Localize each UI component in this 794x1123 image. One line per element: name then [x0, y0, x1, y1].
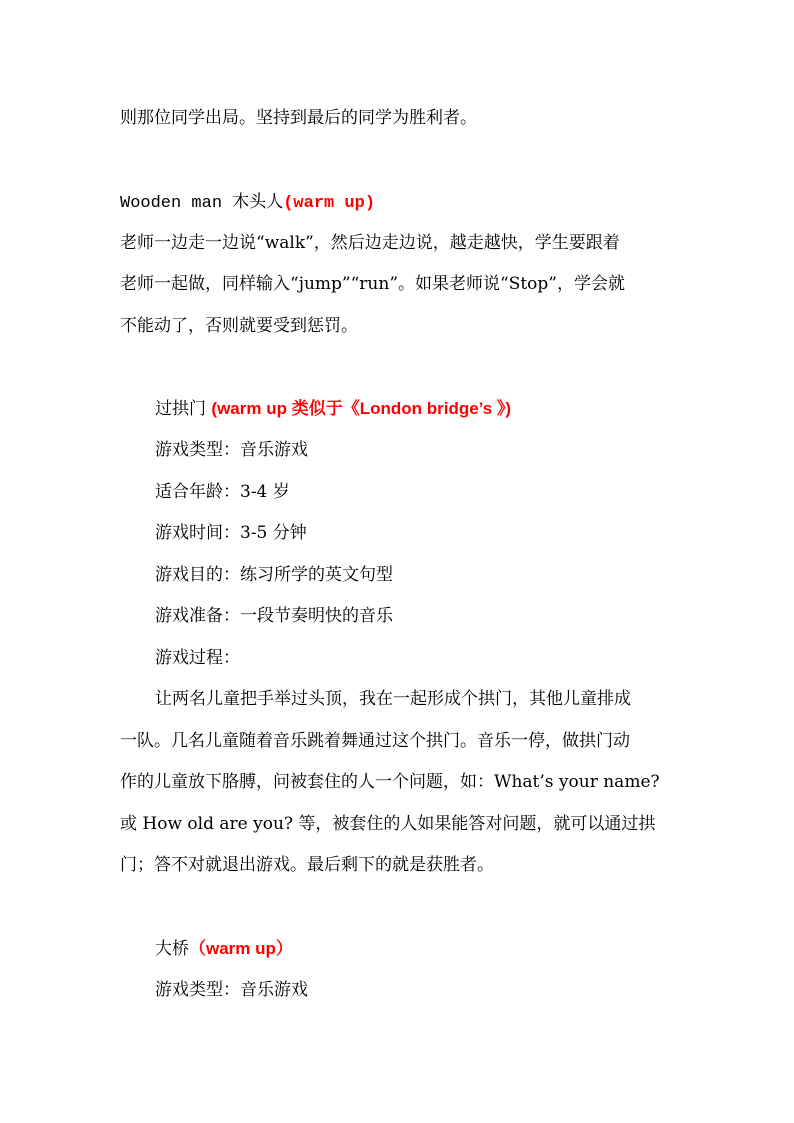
section-title-tag: （warm up）	[189, 939, 293, 958]
paragraph-line: 或 How old are you? 等，被套住的人如果能答对问题，就可以通过拱	[120, 814, 656, 834]
paragraph-line: 作的儿童放下胳膊，问被套住的人一个问题，如：What’s your name?	[120, 772, 660, 792]
section-title-bridge	[155, 937, 293, 961]
info-line-type: 游戏类型：音乐游戏	[155, 980, 308, 1000]
paragraph-line: 一队。几名儿童随着音乐跳着舞通过这个拱门。音乐一停，做拱门动	[120, 731, 630, 751]
section-title-text: 大桥	[155, 939, 189, 959]
info-line-age: 适合年龄：3-4 岁	[155, 482, 290, 502]
paragraph-line: 不能动了，否则就要受到惩罚。	[120, 316, 358, 336]
section-title-text: 过拱门	[155, 399, 206, 419]
paragraph-line: 门；答不对就退出游戏。最后剩下的就是获胜者。	[120, 855, 494, 875]
paragraph-line: 则那位同学出局。坚持到最后的同学为胜利者。	[120, 108, 477, 128]
section-title-arch	[155, 397, 511, 421]
paragraph-line: 老师一起做，同样输入“jump”“run”。如果老师说“Stop”，学会就	[120, 274, 625, 294]
info-line-type: 游戏类型：音乐游戏	[155, 440, 308, 460]
info-line-process: 游戏过程：	[155, 648, 240, 668]
info-line-time: 游戏时间：3-5 分钟	[155, 523, 307, 543]
section-title-tag: (warm up)	[283, 194, 376, 213]
paragraph-line: 让两名儿童把手举过头顶，我在一起形成个拱门，其他儿童排成	[155, 689, 631, 709]
section-title-wooden-man	[120, 190, 375, 216]
section-title-text: Wooden man 木头人	[120, 194, 284, 213]
section-title-tag: (warm up 类似于《London bridge’s 》)	[211, 399, 512, 418]
info-line-purpose: 游戏目的：练习所学的英文句型	[155, 565, 393, 585]
paragraph-line: 老师一边走一边说“walk”，然后边走边说，越走越快，学生要跟着	[120, 233, 620, 253]
info-line-prep: 游戏准备：一段节奏明快的音乐	[155, 606, 393, 626]
